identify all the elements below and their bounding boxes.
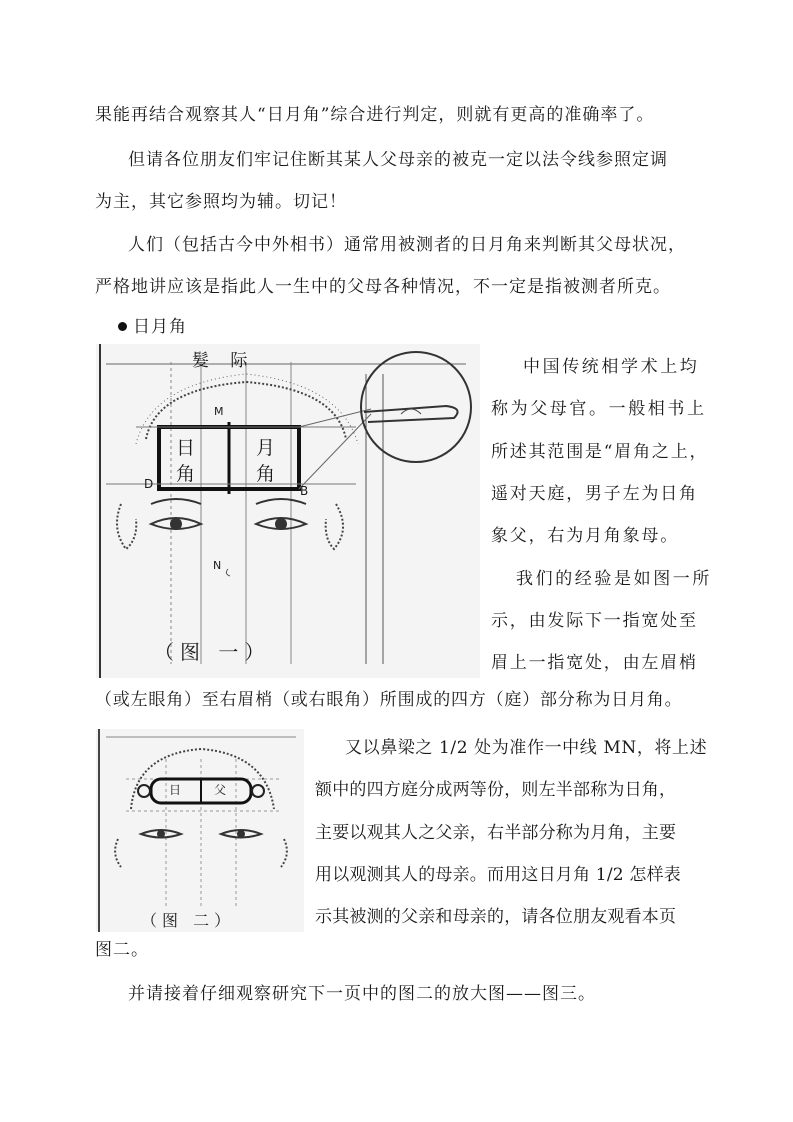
figure-1-caption: （图 一） xyxy=(154,640,271,664)
fig2-tail: 图二。 xyxy=(95,940,149,960)
figure-2 xyxy=(96,729,304,932)
figure-1-label-n: N xyxy=(213,559,222,572)
figure-1-label-top: 髮 际 xyxy=(192,351,256,371)
figure-1-label-d: D xyxy=(144,477,154,491)
right-text-line-2: 称为父母官。一般相书上 xyxy=(491,399,707,419)
right-text-line-5: 象父，右为月角象母。 xyxy=(491,526,679,546)
figure-1-char-yue: 月 xyxy=(256,437,276,459)
bullet-icon xyxy=(118,322,127,331)
right-text2-line-3: 主要以观其人之父亲，右半部分称为月角，主要 xyxy=(315,823,677,843)
para2-line1: 但请各位朋友们牢记住断其某人父母亲的被克一定以法令线参照定调 xyxy=(128,150,668,170)
figure-1-label-m: M xyxy=(214,405,224,418)
last-para: 并请接着仔细观察研究下一页中的图二的放大图——图三。 xyxy=(128,984,596,1004)
right-text2-line-1: 又以鼻梁之 1/2 处为准作一中线 MN，将上述 xyxy=(345,738,708,758)
right-text-line-1: 中国传统相学术上均 xyxy=(523,357,700,377)
right-text2-line-5: 示其被测的父亲和母亲的，请各位朋友观看本页 xyxy=(315,907,677,927)
figure-1 xyxy=(96,344,480,678)
para3-line2: 严格地讲应该是指此人一生中的父母各种情况，不一定是指被测者所克。 xyxy=(95,277,671,297)
section-heading xyxy=(118,315,187,339)
section-heading-text: 日月角 xyxy=(133,317,187,337)
figure-2-char-right: 父 xyxy=(214,783,227,797)
right-text2-line-4: 用以观测其人的母亲。而用这日月角 1/2 怎样表 xyxy=(315,865,681,885)
right-text-line-7: 示，由发际下一指宽处至 xyxy=(491,611,698,631)
para1: 果能再结合观察其人“日月角”综合进行判定，则就有更高的准确率了。 xyxy=(95,105,655,125)
figure-2-char-left: 日 xyxy=(169,783,182,797)
figure-1-char-ri: 日 xyxy=(176,437,196,459)
para2-line2: 为主，其它参照均为辅。切记！ xyxy=(95,192,347,212)
figure-1-drawing xyxy=(96,344,480,678)
right-text2-line-2: 额中的四方庭分成两等份，则左半部称为日角， xyxy=(315,780,677,800)
figure-1-label-b: B xyxy=(300,484,309,498)
right-text-line-6: 我们的经验是如图一所 xyxy=(516,569,712,589)
para3-line1: 人们（包括古今中外相书）通常用被测者的日月角来判断其父母状况， xyxy=(128,235,686,255)
figure-1-char-jiao-left: 角 xyxy=(176,463,196,485)
right-text-line-8: 眉上一指宽处，由左眉梢 xyxy=(491,653,698,673)
full-line: （或左眼角）至右眉梢（或右眼角）所围成的四方（庭）部分称为日月角。 xyxy=(95,690,683,710)
figure-2-drawing xyxy=(96,729,304,932)
figure-1-char-jiao-right: 角 xyxy=(256,463,276,485)
figure-2-caption: （图 二） xyxy=(141,911,236,930)
right-text-line-4: 遥对天庭，男子左为日角 xyxy=(491,484,698,504)
right-text-line-3: 所述其范围是“眉角之上， xyxy=(491,442,709,462)
